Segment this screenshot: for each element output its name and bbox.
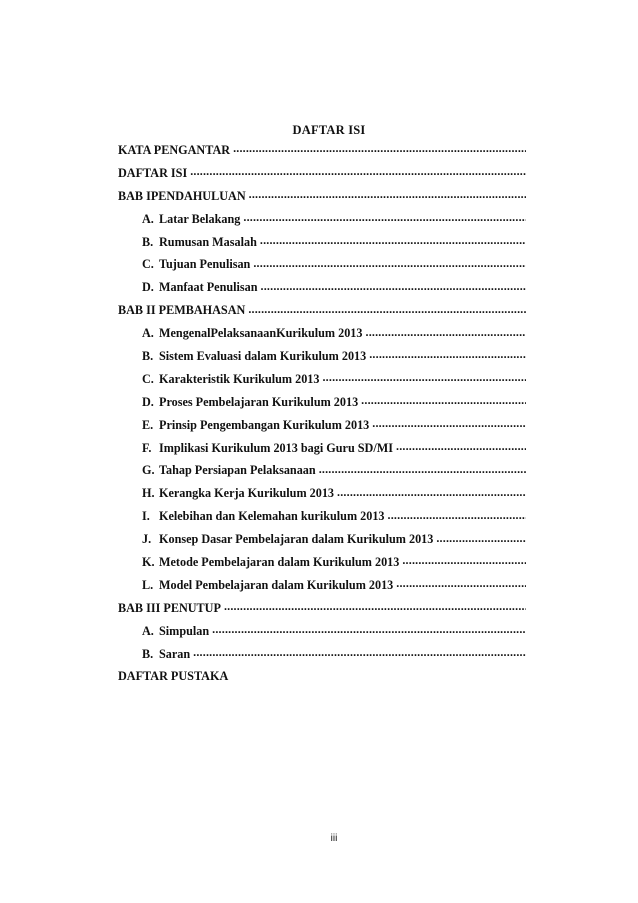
toc-subentry [118, 505, 526, 528]
toc-dot-leader [436, 533, 526, 547]
toc-dot-leader [224, 601, 526, 615]
toc-entry-letter: J. [142, 532, 152, 547]
toc-entry-letter: D. [142, 394, 154, 409]
toc-entry-label [142, 624, 212, 639]
toc-entry-letter: K. [142, 554, 155, 569]
toc-entry-text: Prinsip Pengembangan Kurikulum 2013 [159, 417, 370, 432]
toc-subentry [118, 551, 526, 574]
toc-entry-text: MengenalPelaksanaanKurikulum 2013 [159, 326, 363, 341]
toc-entry-letter: F. [142, 440, 152, 455]
toc-entry-text: Simpulan [159, 623, 210, 638]
toc-dot-leader [249, 189, 526, 203]
toc-dot-leader [231, 670, 526, 684]
toc-entry-label [142, 212, 243, 227]
toc-entry-label [142, 280, 261, 295]
toc-entry-label [142, 463, 319, 478]
toc-subentry [118, 231, 526, 254]
toc-entry-label [118, 601, 224, 616]
toc-entry-label [118, 669, 231, 684]
toc-subentry [118, 482, 526, 505]
toc-entry-letter: I. [142, 509, 150, 524]
toc-dot-leader [372, 418, 526, 432]
toc-entry-letter: A. [142, 211, 154, 226]
toc-entry [118, 185, 526, 208]
toc-entry-label [142, 647, 193, 662]
toc-entry-text: Kerangka Kerja Kurikulum 2013 [159, 486, 335, 501]
toc-dot-leader [337, 487, 526, 501]
toc-entry-letter: A. [142, 623, 154, 638]
toc-entry [118, 139, 526, 162]
toc-dot-leader [193, 647, 526, 661]
toc-dot-leader [369, 349, 526, 363]
toc-entry-text: BAB II PEMBAHASAN [118, 303, 246, 318]
toc-subentry [118, 528, 526, 551]
toc-entry-label [118, 166, 190, 181]
toc-dot-leader [366, 327, 527, 341]
toc-entry-label [142, 395, 361, 410]
toc-dot-leader [212, 624, 526, 638]
toc-entry-text: Metode Pembelajaran dalam Kurikulum 2013 [159, 554, 400, 569]
toc-entry-letter: A. [142, 326, 154, 341]
toc-entry-label [142, 509, 388, 524]
toc-entry-letter: B. [142, 646, 154, 661]
toc-dot-leader [402, 555, 526, 569]
toc-dot-leader [396, 578, 526, 592]
toc-subentry [118, 391, 526, 414]
toc-subentry [118, 620, 526, 643]
toc-entry-letter: E. [142, 417, 154, 432]
toc-entry-label [142, 418, 372, 433]
toc-entry-text: Tujuan Penulisan [159, 257, 251, 272]
toc-entry-text: Karakteristik Kurikulum 2013 [159, 371, 320, 386]
toc-entry-label [142, 257, 253, 272]
toc-entry-label [118, 303, 248, 318]
toc-entry-letter: B. [142, 234, 154, 249]
toc-entry-label [142, 235, 260, 250]
toc-subentry [118, 643, 526, 666]
toc-subentry [118, 345, 526, 368]
toc-entry-text: Sistem Evaluasi dalam Kurikulum 2013 [159, 348, 367, 363]
toc-entry-text: Proses Pembelajaran Kurikulum 2013 [159, 394, 359, 409]
toc-dot-leader [190, 166, 526, 180]
toc-entry-text: Latar Belakang [159, 211, 241, 226]
toc-entry-letter: G. [142, 463, 155, 478]
toc-entry-text: BAB III PENUTUP [118, 600, 221, 615]
toc-entry-text: Konsep Dasar Pembelajaran dalam Kurikulum 2013 [159, 532, 434, 547]
toc-subentry [118, 208, 526, 231]
toc-subentry [118, 368, 526, 391]
toc-entry-text: Kelebihan dan Kelemahan kurikulum 2013 [159, 509, 385, 524]
toc-dot-leader [233, 143, 526, 157]
toc-entry [118, 162, 526, 185]
toc-entry-text: DAFTAR PUSTAKA [118, 669, 229, 684]
toc-dot-leader [322, 372, 526, 386]
toc-dot-leader [261, 281, 526, 295]
toc-entry-letter: H. [142, 486, 155, 501]
toc-entry-label [142, 349, 369, 364]
toc-entry-text: KATA PENGANTAR [118, 142, 231, 157]
toc-entry [118, 597, 526, 620]
toc-subentry [118, 437, 526, 460]
toc-entry-letter: B. [142, 348, 154, 363]
table-of-contents [118, 139, 526, 688]
toc-entry-text: Rumusan Masalah [159, 234, 257, 249]
toc-entry-text: DAFTAR ISI [118, 165, 188, 180]
page-number: iii [330, 833, 338, 844]
toc-entry-text: Tahap Persiapan Pelaksanaan [159, 463, 316, 478]
toc-entry-label [118, 189, 249, 204]
toc-entry-text: Saran [159, 646, 191, 661]
toc-entry-label [142, 532, 436, 547]
toc-entry-text: Model Pembelajaran dalam Kurikulum 2013 [159, 577, 394, 592]
toc-entry-letter: C. [142, 371, 154, 386]
toc-entry-text: Manfaat Penulisan [159, 280, 258, 295]
toc-entry-letter: C. [142, 257, 154, 272]
toc-entry-text: Implikasi Kurikulum 2013 bagi Guru SD/MI [159, 440, 393, 455]
toc-subentry [118, 276, 526, 299]
document-title: DAFTAR ISI [292, 123, 366, 137]
toc-entry-letter: L. [142, 577, 154, 592]
toc-subentry [118, 414, 526, 437]
toc-entry-letter: D. [142, 280, 154, 295]
toc-dot-leader [388, 510, 526, 524]
toc-entry-label [142, 441, 396, 456]
toc-subentry [118, 574, 526, 597]
toc-subentry [118, 459, 526, 482]
toc-dot-leader [243, 212, 526, 226]
toc-dot-leader [319, 464, 526, 478]
toc-dot-leader [361, 395, 526, 409]
toc-entry-text: BAB IPENDAHULUAN [118, 188, 246, 203]
toc-dot-leader [253, 258, 526, 272]
toc-entry-label [142, 486, 337, 501]
toc-entry-label [142, 326, 366, 341]
toc-entry [118, 299, 526, 322]
toc-entry-label [142, 578, 396, 593]
toc-entry-label [142, 372, 322, 387]
toc-dot-leader [248, 304, 526, 318]
toc-dot-leader [396, 441, 526, 455]
toc-subentry [118, 253, 526, 276]
toc-dot-leader [260, 235, 526, 249]
toc-subentry [118, 322, 526, 345]
toc-entry [118, 665, 526, 688]
toc-entry-label [142, 555, 402, 570]
toc-entry-label [118, 143, 233, 158]
